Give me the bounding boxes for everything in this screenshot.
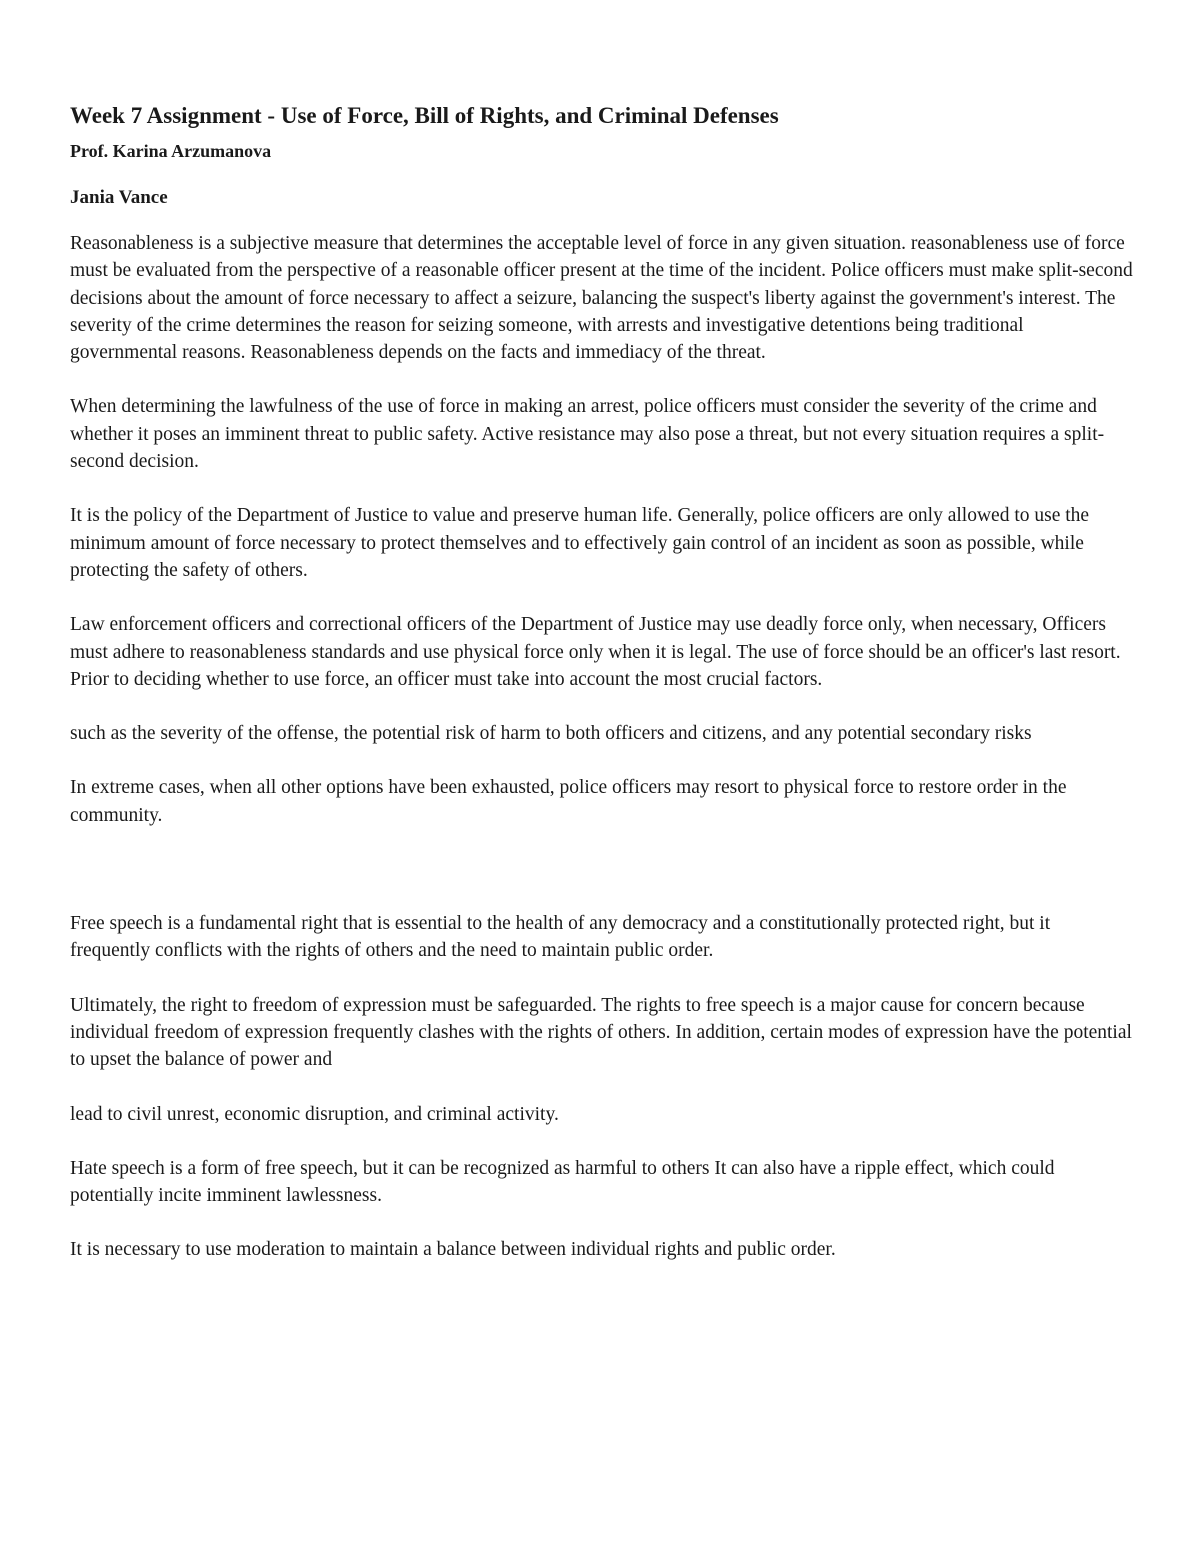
paragraph-freedom-expression: Ultimately, the right to freedom of expression must be safeguarded. The rights to free speech is a major cause for concern because individual freedom of expression frequently clashes with the rights of others. In addition, certain modes of expression have the potential to upset the balance of power and <box>70 994 1132 1071</box>
paragraph-factors: such as the severity of the offense, the potential risk of harm to both officers and citizens, and any potential secondary risks <box>70 723 1032 745</box>
paragraph-free-speech: Free speech is a fundamental right that is essential to the health of any democracy and a constitutionally protected right, but it frequently conflicts with the rights of others and the need to maintain public order. <box>70 913 1051 962</box>
student-name: Jania Vance <box>70 187 168 208</box>
document-page <box>70 100 1135 1264</box>
paragraph-reasonableness: Reasonableness is a subjective measure that determines the acceptable level of force in any given situation. reasonableness use of force must be evaluated from the perspective of a reasonable officer present at the time of the incident. Police officers must make split-second decisions about the amount of force necessary to affect a seizure, balancing the suspect's liberty against the government's interest. The severity of the crime determines the reason for seizing someone, with arrests and investigative detentions being traditional governmental reasons. Reasonableness depends on the facts and immediacy of the threat. <box>70 233 1133 364</box>
paragraph-moderation: It is necessary to use moderation to maintain a balance between individual rights and public order. <box>70 1239 836 1261</box>
paragraph-hate-speech: Hate speech is a form of free speech, but it can be recognized as harmful to others It can also have a ripple effect, which could potentially incite imminent lawlessness. <box>70 1157 1055 1207</box>
professor-name: Prof. Karina Arzumanova <box>70 141 272 161</box>
paragraph-lawfulness: When determining the lawfulness of the use of force in making an arrest, police officers must consider the severity of the crime and whether it poses an imminent threat to public safety. Active resistance may also pose a threat, but not every situation requires a split-second decision. <box>70 396 1105 473</box>
document-title: Week 7 Assignment - Use of Force, Bill of Rights, and Criminal Defenses <box>70 103 779 128</box>
paragraph-doj-policy: It is the policy of the Department of Justice to value and preserve human life. Generally, police officers are only allowed to use the minimum amount of force necessary to protect themselves and to effectively gain control of an incident as soon as possible, while protecting the safety of others. <box>70 505 1090 581</box>
paragraph-civil-unrest: lead to civil unrest, economic disruption, and criminal activity. <box>70 1103 559 1125</box>
paragraph-deadly-force: Law enforcement officers and correctional officers of the Department of Justice may use deadly force only, when necessary, Officers must adhere to reasonableness standards and use physical force only when it is legal. The use of force should be an officer's last resort. Prior to deciding whether to use force, an officer must take into account the most crucial factors. <box>70 614 1121 690</box>
paragraph-extreme-cases: In extreme cases, when all other options have been exhausted, police officers may resort to physical force to restore order in the community. <box>70 777 1067 826</box>
